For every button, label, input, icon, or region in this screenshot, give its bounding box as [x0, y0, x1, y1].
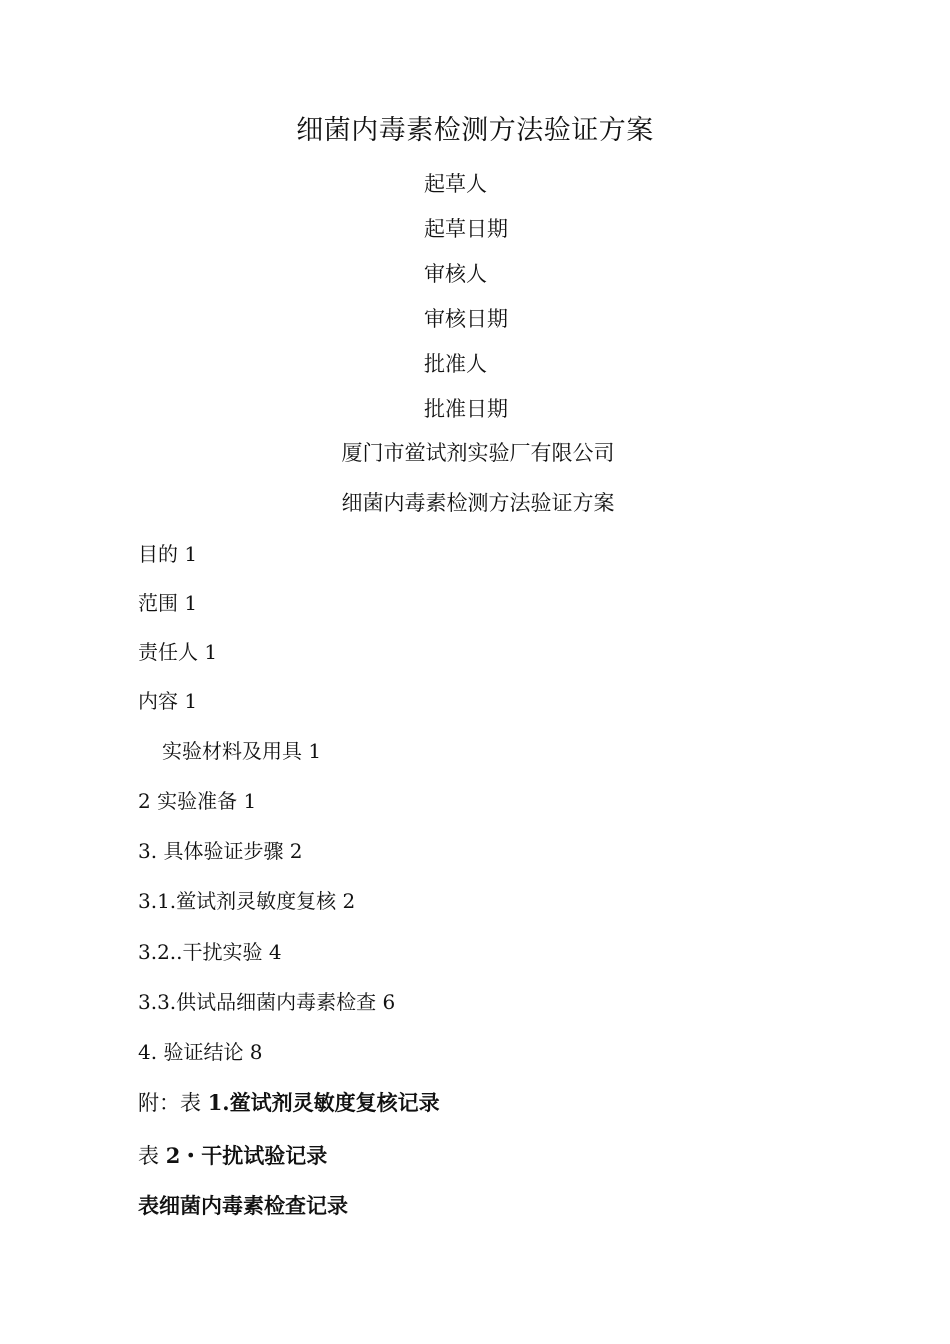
toc-item: 3. 具体验证步骤 2 [138, 839, 303, 863]
company-name: 厦门市鲎试剂实验厂有限公司 [341, 441, 615, 465]
approver-label: 批准人 [424, 352, 487, 376]
appendix-prefix: 表 [138, 1144, 166, 1168]
toc-item: 实验材料及用具 1 [162, 739, 322, 763]
appendix-line-2 [138, 1140, 327, 1170]
toc-item: 4. 验证结论 8 [138, 1040, 263, 1064]
appendix-table-3: 表细菌内毒素检查记录 [138, 1193, 348, 1218]
appendix-table-1: 1.鲎试剂灵敏度复核记录 [207, 1090, 440, 1115]
toc-item: 责任人 1 [138, 640, 218, 664]
document-subtitle: 细菌内毒素检测方法验证方案 [341, 491, 615, 515]
review-date-label: 审核日期 [424, 307, 508, 331]
toc-item: 3.2..干扰实验 4 [138, 940, 282, 964]
toc-item: 目的 1 [138, 542, 198, 566]
appendix-line-1 [138, 1087, 440, 1117]
appendix-prefix: 附：表 [138, 1091, 208, 1115]
toc-item: 3.3.供试品细菌内毒素检查 6 [138, 990, 396, 1014]
draft-date-label: 起草日期 [424, 217, 508, 241]
document-title: 细菌内毒素检测方法验证方案 [296, 115, 654, 146]
appendix-table-2: 2・干扰试验记录 [165, 1143, 328, 1168]
toc-item: 内容 1 [138, 689, 198, 713]
toc-item: 3.1.鲎试剂灵敏度复核 2 [138, 889, 356, 913]
toc-item: 2 实验准备 1 [138, 789, 257, 813]
reviewer-label: 审核人 [424, 262, 487, 286]
drafter-label: 起草人 [424, 172, 487, 196]
approval-date-label: 批准日期 [424, 397, 508, 421]
appendix-line-3 [138, 1190, 348, 1220]
toc-item: 范围 1 [138, 591, 198, 615]
